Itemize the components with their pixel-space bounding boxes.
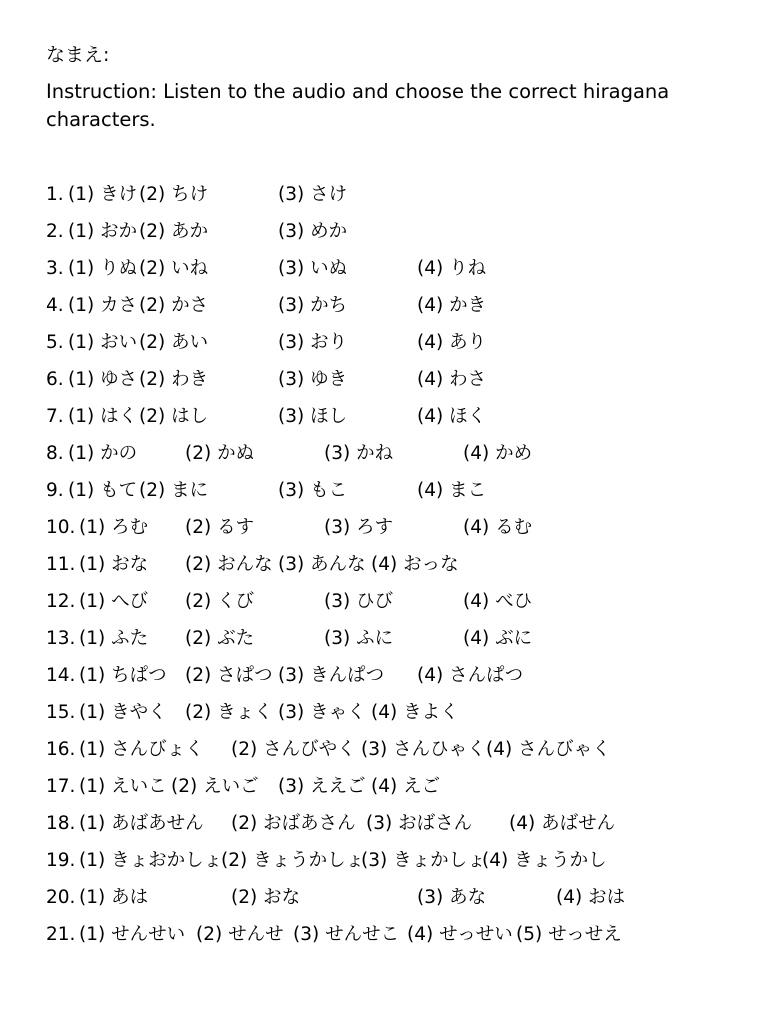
question-number: 20. (46, 887, 76, 908)
question-row (46, 217, 746, 247)
question-row (46, 809, 746, 839)
answer-option: (3) いぬ (278, 258, 348, 279)
answer-option: (4) えご (371, 776, 441, 797)
question-row (46, 883, 746, 913)
question-number: 3. (46, 258, 64, 279)
answer-option: (1) りぬ (68, 258, 138, 279)
answer-option: (1) ちぱつ (79, 665, 167, 686)
answer-option: (3) かね (324, 443, 394, 464)
answer-option: (4) かめ (463, 443, 533, 464)
answer-option: (1) おか (68, 221, 138, 242)
question-number: 1. (46, 184, 64, 205)
question-row (46, 698, 746, 728)
question-row (46, 476, 746, 506)
answer-option: (3) ろす (324, 517, 394, 538)
question-number: 2. (46, 221, 64, 242)
question-number: 18. (46, 813, 76, 834)
question-row (46, 291, 746, 321)
answer-option: (4) さんぱつ (417, 665, 524, 686)
answer-option: (3) ひび (324, 591, 394, 612)
answer-option: (2) おんな (185, 554, 273, 575)
answer-option: (2) さんびやく (231, 739, 356, 760)
answer-option: (3) あんな (278, 554, 366, 575)
question-number: 10. (46, 517, 76, 538)
answer-option: (3) もこ (278, 480, 348, 501)
answer-option: (3) きょかしょ (361, 850, 486, 871)
answer-option: (4) まこ (417, 480, 487, 501)
question-number: 13. (46, 628, 76, 649)
question-row (46, 254, 746, 284)
question-row (46, 846, 746, 876)
question-row (46, 550, 746, 580)
answer-option: (2) きょく (185, 702, 273, 723)
answer-option: (2) せんせ (196, 924, 284, 945)
answer-option: (2) えいご (171, 776, 259, 797)
answer-option: (1) ろむ (79, 517, 149, 538)
answer-option: (3) さけ (278, 184, 348, 205)
answer-option: (3) おばさん (366, 813, 473, 834)
instruction-text: Instruction: Listen to the audio and choose the correct hiragana characters. (46, 80, 670, 131)
question-number: 15. (46, 702, 76, 723)
question-number: 17. (46, 776, 76, 797)
question-row (46, 439, 746, 469)
answer-option: (4) さんびゃく (486, 739, 611, 760)
answer-option: (4) せっせい (407, 924, 513, 945)
answer-option: (2) かさ (139, 295, 209, 316)
question-number: 16. (46, 739, 76, 760)
answer-option: (2) まに (139, 480, 209, 501)
answer-option: (3) きゃく (278, 702, 366, 723)
answer-option: (4) ほく (417, 406, 487, 427)
answer-option: (3) ふに (324, 628, 394, 649)
answer-option: (1) せんせい (79, 924, 186, 945)
question-row (46, 513, 746, 543)
answer-option: (1) さんびょく (79, 739, 204, 760)
question-row (46, 661, 746, 691)
answer-option: (2) きょうかしょ (221, 850, 365, 871)
question-number: 21. (46, 924, 76, 945)
answer-option: (1) かの (68, 443, 138, 464)
answer-option: (1) おな (79, 554, 149, 575)
answer-option: (1) あばあせん (79, 813, 204, 834)
answer-option: (3) せんせこ (293, 924, 400, 945)
answer-option: (4) るむ (463, 517, 533, 538)
answer-option: (4) おは (556, 887, 626, 908)
answer-option: (3) かち (278, 295, 348, 316)
question-number: 11. (46, 554, 76, 575)
answer-option: (3) ほし (278, 406, 348, 427)
answer-option: (2) あか (139, 221, 209, 242)
answer-option: (2) くび (185, 591, 255, 612)
answer-option: (1) きけ (68, 184, 138, 205)
answer-option: (4) きよく (371, 702, 459, 723)
answer-option: (2) おばあさん (231, 813, 356, 834)
answer-option: (5) せっせえ (516, 924, 622, 945)
answer-option: (4) かき (417, 295, 487, 316)
answer-option: (3) きんぱつ (278, 665, 385, 686)
answer-option: (4) あばせん (509, 813, 616, 834)
answer-option: (2) るす (185, 517, 255, 538)
answer-option: (3) さんひゃく (361, 739, 486, 760)
answer-option: (2) あい (139, 332, 209, 353)
answer-option: (3) ゆき (278, 369, 348, 390)
question-row (46, 328, 746, 358)
answer-option: (2) わき (139, 369, 209, 390)
answer-option: (1) ふた (79, 628, 149, 649)
answer-option: (4) きょうかし (482, 850, 607, 871)
answer-option: (3) おり (278, 332, 348, 353)
answer-option: (2) おな (231, 887, 301, 908)
question-number: 4. (46, 295, 64, 316)
question-row (46, 180, 746, 210)
answer-option: (4) べひ (463, 591, 533, 612)
answer-option: (4) ぶに (463, 628, 533, 649)
question-number: 9. (46, 480, 64, 501)
name-label: なまえ: (46, 44, 110, 66)
answer-option: (3) あな (417, 887, 487, 908)
question-row (46, 402, 746, 432)
answer-option: (4) あり (417, 332, 487, 353)
question-number: 12. (46, 591, 76, 612)
question-number: 5. (46, 332, 64, 353)
answer-option: (3) めか (278, 221, 348, 242)
question-row (46, 624, 746, 654)
question-number: 7. (46, 406, 64, 427)
answer-option: (1) もて (68, 480, 138, 501)
answer-option: (1) カさ (68, 295, 138, 316)
question-number: 8. (46, 443, 64, 464)
question-number: 6. (46, 369, 64, 390)
question-row (46, 587, 746, 617)
answer-option: (4) わさ (417, 369, 487, 390)
answer-option: (2) かぬ (185, 443, 255, 464)
answer-option: (2) ちけ (139, 184, 209, 205)
answer-option: (1) きょおかしょ (79, 850, 223, 871)
question-number: 19. (46, 850, 76, 871)
answer-option: (1) へび (79, 591, 149, 612)
question-row (46, 772, 746, 802)
answer-option: (2) はし (139, 406, 209, 427)
answer-option: (4) おっな (371, 554, 459, 575)
answer-option: (3) ええご (278, 776, 366, 797)
answer-option: (2) ぶた (185, 628, 255, 649)
answer-option: (1) あは (79, 887, 149, 908)
question-row (46, 920, 746, 950)
answer-option: (1) きやく (79, 702, 167, 723)
answer-option: (1) はく (68, 406, 138, 427)
answer-option: (2) さぱつ (185, 665, 273, 686)
answer-option: (1) えいこ (79, 776, 167, 797)
answer-option: (4) りね (417, 258, 487, 279)
answer-option: (2) いね (139, 258, 209, 279)
question-row (46, 365, 746, 395)
question-number: 14. (46, 665, 76, 686)
answer-option: (1) ゆさ (68, 369, 138, 390)
question-row (46, 735, 746, 765)
answer-option: (1) おい (68, 332, 138, 353)
